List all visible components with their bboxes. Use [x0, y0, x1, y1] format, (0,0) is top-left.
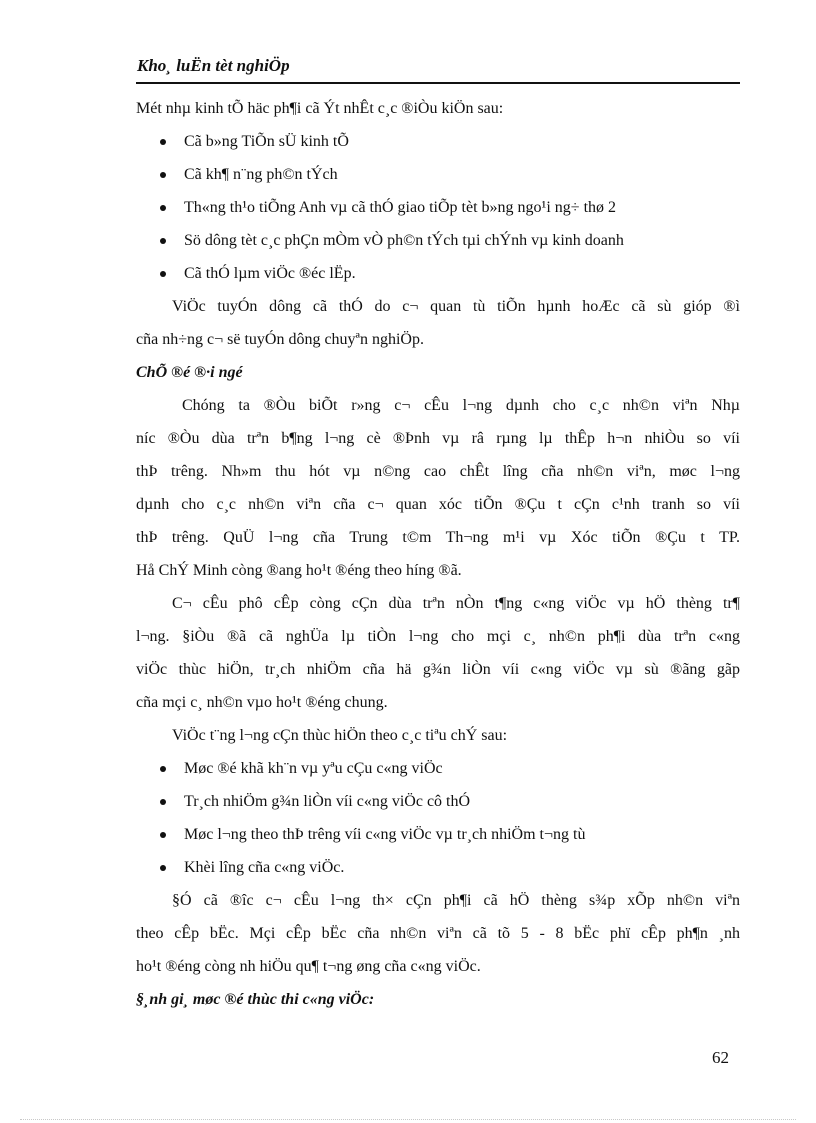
text-line: Chóng ta ®Òu biÕt r»ng c¬ cÊu l¬ng dµnh cho c¸c nh©n viªn Nhµ: [182, 397, 740, 414]
body-text: [136, 92, 740, 1016]
text-line: ViÖc t¨ng l¬ng cÇn thùc hiÖn theo c¸c tiªu chÝ sau:: [172, 727, 508, 744]
bullet-item: Khèi lîng cña c«ng viÖc.: [136, 851, 740, 884]
bullet-item: Møc ®é khã kh¨n vµ yªu cÇu c«ng viÖc: [136, 752, 740, 785]
bullet-item: Th«ng th¹o tiÕng Anh vµ cã thÓ giao tiÕp tèt b»ng ngo¹i ng÷ thø 2: [136, 191, 740, 224]
text-line: l¬ng. §iÒu ®ã cã nghÜa lµ tiÒn l¬ng cho mçi c¸ nh©n ph¶i dùa trªn c«ng: [136, 628, 740, 645]
section-heading: §¸nh gi¸ møc ®é thùc thi c«ng viÖc:: [136, 991, 375, 1008]
text-line: C¬ cÊu phô cÊp còng cÇn dùa trªn nÒn t¶ng c«ng viÖc vµ hÖ thèng tr¶: [172, 595, 740, 612]
text-line: níc ®Òu dùa trªn b¶ng l¬ng cè ®Þnh vµ râ rµng lµ thÊp h¬n nhiÒu so víi: [136, 430, 740, 447]
bullet-item: Cã thÓ lµm viÖc ®éc lËp.: [136, 257, 740, 290]
bullet-item: Sö dông tèt c¸c phÇn mÒm vÒ ph©n tÝch tµi chÝnh vµ kinh doanh: [136, 224, 740, 257]
text-line: thÞ trêng. QuÜ l¬ng cña Trung t©m Th¬ng m¹i vµ Xóc tiÕn ®Çu t TP.: [136, 529, 740, 546]
page-header-title: Kho¸ luËn tèt nghiÖp: [137, 56, 290, 75]
text-line: cña mçi c¸ nh©n vµo ho¹t ®éng chung.: [136, 694, 388, 711]
text-line: ho¹t ®éng còng nh hiÖu qu¶ t¬ng øng cña c«ng viÖc.: [136, 958, 481, 975]
section-heading: ChÕ ®é ®·i ngé: [136, 364, 243, 381]
text-line: cña nh÷ng c¬ së tuyÓn dông chuyªn nghiÖp.: [136, 331, 424, 348]
bullet-item: Tr¸ch nhiÖm g¾n liÒn víi c«ng viÖc cô thÓ: [136, 785, 740, 818]
footer-dotted-rule: [20, 1119, 796, 1120]
text-line: §Ó cã ®îc c¬ cÊu l¬ng th× cÇn ph¶i cã hÖ thèng s¾p xÕp nh©n viªn: [172, 892, 740, 909]
text-line: dµnh cho c¸c nh©n viªn cña c¬ quan xóc tiÕn ®Çu t cÇn c¹nh tranh so víi: [136, 496, 740, 513]
text-line: viÖc thùc hiÖn, tr¸ch nhiÖm cña hä g¾n liÒn víi c«ng viÖc vµ sù ®ãng gãp: [136, 661, 740, 678]
header-divider: [136, 82, 740, 84]
text-line: ViÖc tuyÓn dông cã thÓ do c¬ quan tù tiÕn hµnh hoÆc cã sù gióp ®ì: [172, 298, 740, 315]
text-line: Mét nhµ kinh tÕ häc ph¶i cã Ýt nhÊt c¸c ®iÒu kiÖn sau:: [136, 100, 504, 117]
page-number: 62: [712, 1048, 729, 1067]
text-line: thÞ trêng. Nh»m thu hót vµ n©ng cao chÊt lîng cña nh©n viªn, møc l¬ng: [136, 463, 740, 480]
bullet-item: Møc l¬ng theo thÞ trêng víi c«ng viÖc vµ tr¸ch nhiÖm t¬ng tù: [136, 818, 740, 851]
text-line: Hå ChÝ Minh còng ®ang ho¹t ®éng theo híng ®ã.: [136, 562, 462, 579]
bullet-item: Cã kh¶ n¨ng ph©n tÝch: [136, 158, 740, 191]
text-line: theo cÊp bËc. Mçi cÊp bËc cña nh©n viªn cã tõ 5 - 8 bËc phï cÊp ph¶n ¸nh: [136, 925, 740, 942]
bullet-item: Cã b»ng TiÕn sÜ kinh tÕ: [136, 125, 740, 158]
